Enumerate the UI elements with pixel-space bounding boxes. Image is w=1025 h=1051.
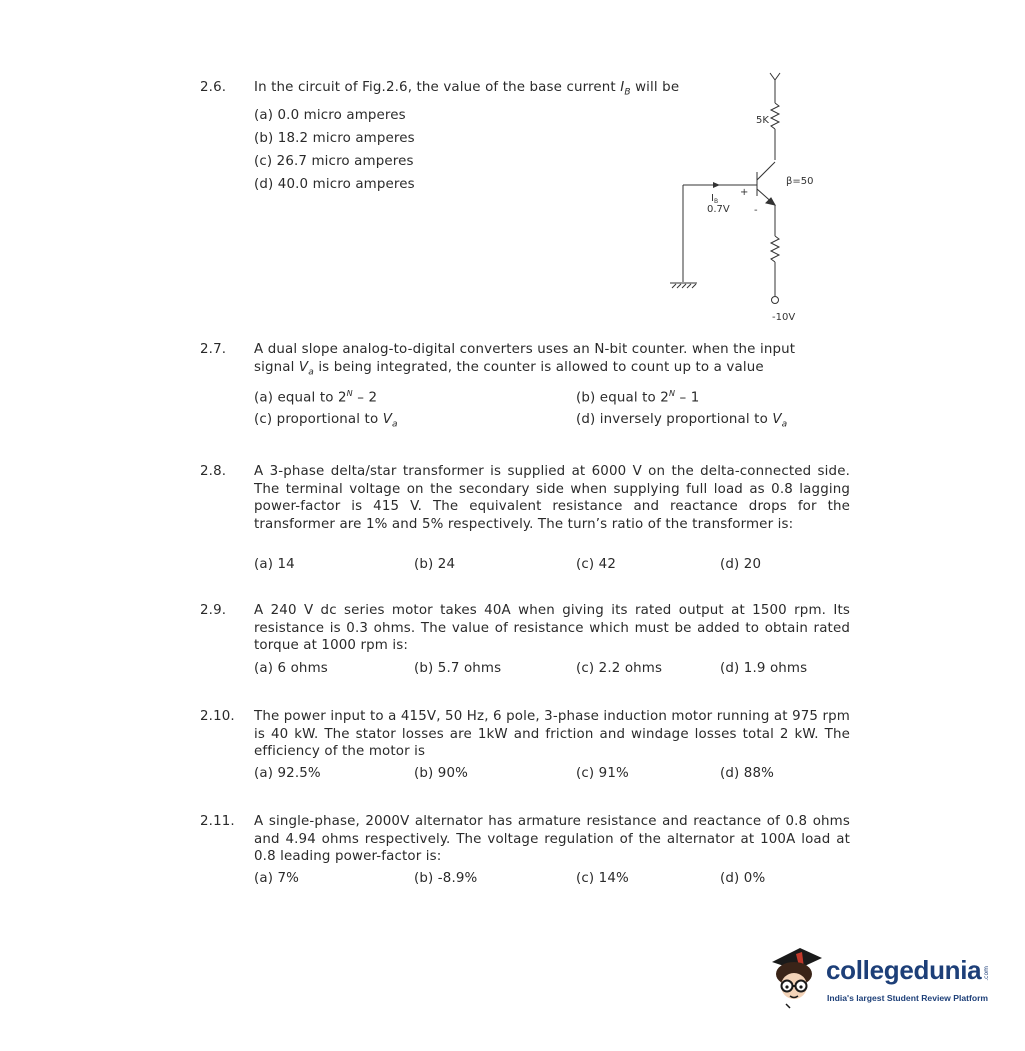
question-number: 2.11. [200, 814, 235, 829]
option-d: (d) 20 [720, 557, 762, 572]
logo-wordmark: collegedunia [826, 955, 982, 985]
question-2-8 [200, 463, 850, 553]
question-number: 2.8. [200, 464, 227, 479]
question-number: 2.9. [200, 603, 227, 618]
option-c: (c) 2.2 ohms [576, 661, 663, 676]
option-a: (a) 14 [254, 557, 295, 572]
option-c: (c) 91% [576, 766, 629, 781]
question-text: A 240 V dc series motor takes 40A when giving its rated output at 1500 rpm. Its resistance is 0.3 ohms. The value of resistance which must be added to obtain rated torque at 1000 rpm is: [254, 603, 850, 653]
question-number: 2.6. [200, 80, 227, 95]
logo-mascot-icon [766, 944, 826, 1010]
question-text: A 3-phase delta/star transformer is supplied at 6000 V on the delta-connected side. The terminal voltage on the secondary side when supplying full load as 0.8 lagging power-factor is 415 V. The equivalent resistance and reactance drops for the transformer are 1% and 5% respectively. The turn’s ratio of the transformer is: [254, 464, 850, 532]
logo-domain: .com [983, 966, 990, 981]
question-2-9 [200, 602, 850, 656]
beta-label: β=50 [786, 176, 814, 187]
option-c: (c) proportional to $V_a$ [254, 412, 398, 430]
question-text: In the circuit of Fig.2.6, the value of the base current $I_B$ will be [254, 80, 680, 98]
option-a: (a) 7% [254, 871, 300, 886]
base-current-label: $I_B$ [711, 193, 719, 205]
vbe-label: 0.7V [707, 204, 730, 215]
option-b: (b) -8.9% [414, 871, 478, 886]
option-c: (c) 14% [576, 871, 629, 886]
question-number: 2.7. [200, 342, 227, 357]
question-text: A single-phase, 2000V alternator has armature resistance and reactance of 0.8 ohms and 4.94 ohms respectively. The voltage regulation of the alternator at 100A load at 0.8 leading power-factor is: [254, 814, 850, 864]
option-d: (d) 40.0 micro amperes [254, 177, 415, 192]
supply-terminal-bottom [772, 297, 779, 304]
option-d: (d) 0% [720, 871, 766, 886]
circuit-diagram [650, 64, 830, 334]
option-a: (a) 0.0 micro amperes [254, 108, 406, 123]
plus-sign: + [740, 187, 749, 198]
question-text: A dual slope analog-to-digital converters uses an N-bit counter. when the input signal $V_a$ is being integrated, the counter is allowed to count up to a value [254, 342, 796, 378]
collector-resistor [771, 103, 779, 129]
option-c: (c) 42 [576, 557, 617, 572]
question-text: The power input to a 415V, 50 Hz, 6 pole, 3-phase induction motor running at 975 rpm is 40 kW. The stator losses are 1kW and friction and windage losses total 2 kW. The efficiency of the motor is [254, 709, 850, 759]
question-2-10 [200, 708, 850, 762]
option-c: (c) 26.7 micro amperes [254, 154, 414, 169]
option-b: (b) 18.2 micro amperes [254, 131, 415, 146]
question-2-11 [200, 813, 850, 867]
option-a: (a) equal to $2^N - 2$ [254, 389, 378, 406]
minus-sign: - [754, 205, 758, 216]
option-b: (b) 24 [414, 557, 456, 572]
base-current-arrow [713, 182, 720, 188]
option-b: (b) 90% [414, 766, 469, 781]
resistor-label: 5K [756, 115, 769, 126]
option-a: (a) 92.5% [254, 766, 321, 781]
transistor-collector [757, 162, 775, 180]
option-d: (d) inversely proportional to $V_a$ [576, 412, 788, 430]
option-d: (d) 1.9 ohms [720, 661, 808, 676]
option-b: (b) equal to $2^N - 1$ [576, 389, 700, 406]
option-d: (d) 88% [720, 766, 775, 781]
option-b: (b) 5.7 ohms [414, 661, 502, 676]
question-2-7 [200, 341, 850, 381]
option-a: (a) 6 ohms [254, 661, 328, 676]
logo-tagline: India's largest Student Review Platform [827, 993, 989, 1003]
question-number: 2.10. [200, 709, 235, 724]
supply-voltage-label: -10V [772, 312, 796, 323]
emitter-resistor [771, 236, 779, 262]
supply-terminal [770, 73, 775, 80]
